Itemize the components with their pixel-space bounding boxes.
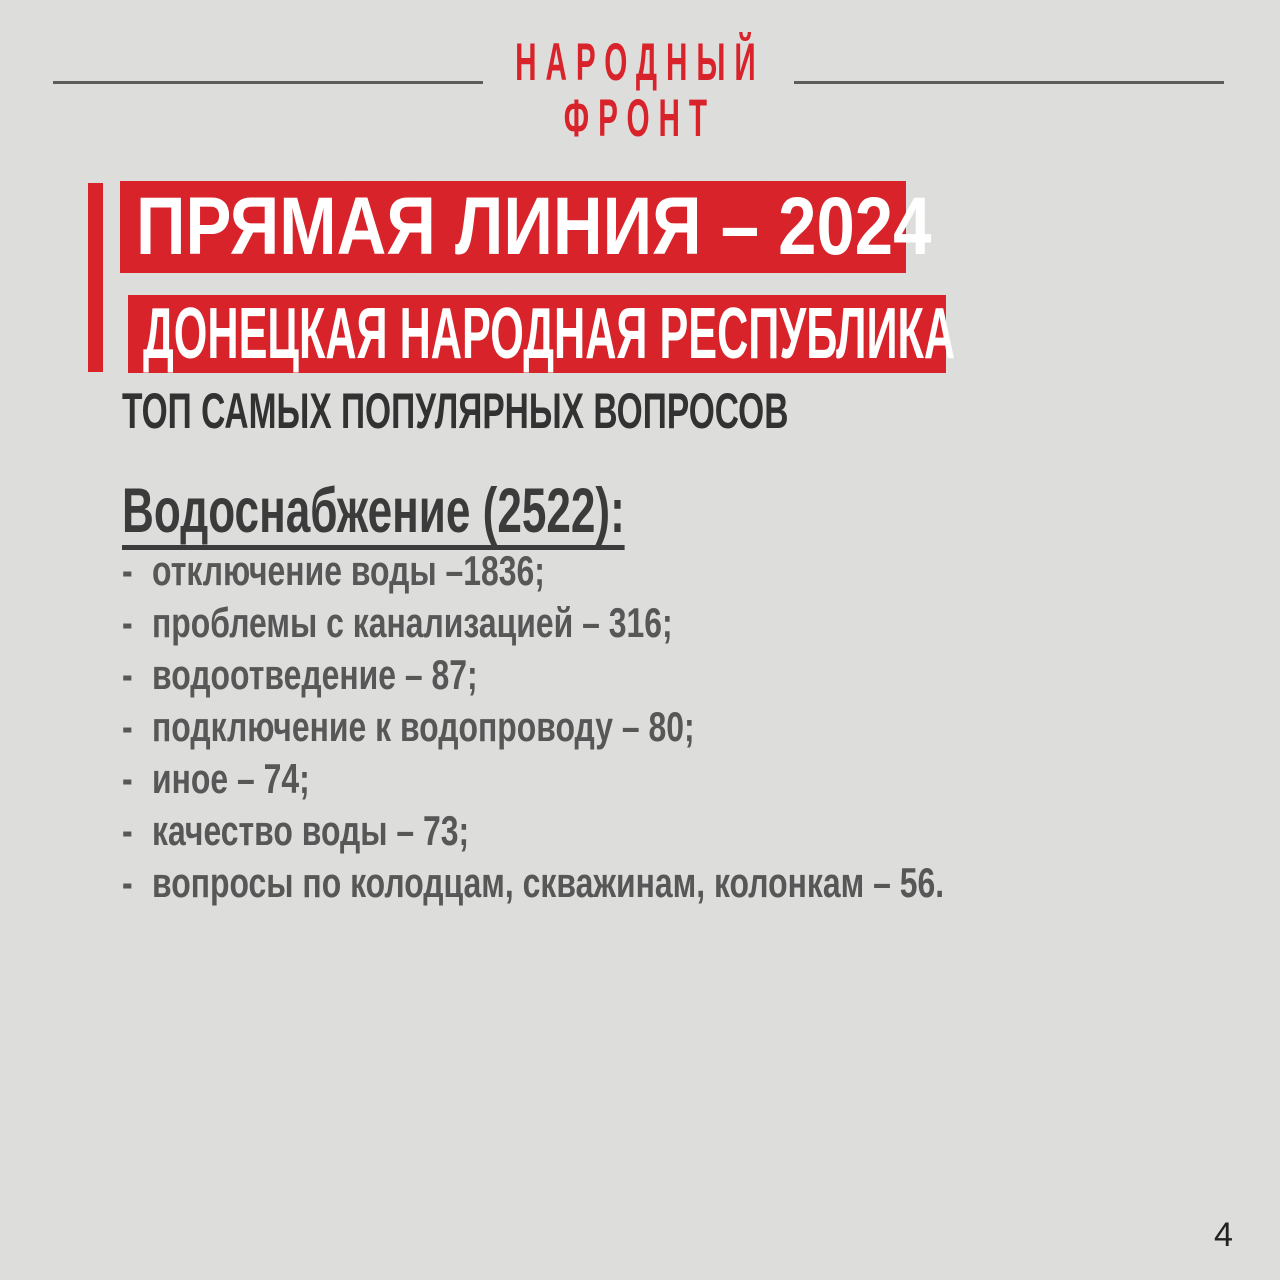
accent-bar — [88, 183, 103, 372]
list-item — [122, 649, 1194, 701]
list-item — [122, 805, 1194, 857]
list-item-text: водоотведение – 87; — [152, 651, 478, 698]
list-item-dash: - — [122, 807, 133, 854]
list-item-dash: - — [122, 755, 133, 802]
title-text: ПРЯМАЯ ЛИНИЯ – 2024 — [136, 181, 932, 272]
list-item-text: подключение к водопроводу – 80; — [152, 703, 695, 750]
list-item-text: отключение воды –1836; — [152, 547, 545, 594]
title-banner — [120, 181, 932, 273]
list-item-dash: - — [122, 599, 133, 646]
subtitle — [122, 383, 1117, 439]
list-item-text: иное – 74; — [152, 755, 310, 802]
list-item-dash: - — [122, 651, 133, 698]
list-item — [122, 753, 1194, 805]
list-item — [122, 857, 1194, 909]
list-item-dash: - — [122, 703, 133, 750]
section-heading-text: Водоснабжение (2522): — [122, 480, 625, 550]
subtitle-text: ТОП САМЫХ ПОПУЛЯРНЫХ ВОПРОСОВ — [122, 383, 789, 439]
list-item-dash: - — [122, 547, 133, 594]
list-item — [122, 545, 1194, 597]
list-item-text: вопросы по колодцам, скважинам, колонкам – 56. — [152, 859, 945, 906]
list-item-text: проблемы с канализацией – 316; — [152, 599, 673, 646]
list-item — [122, 701, 1194, 753]
brand-logo-line-2 — [0, 89, 1280, 148]
logo-text-narodny: НАРОДНЫЙ — [515, 33, 765, 92]
brand-logo-line-1 — [0, 33, 1280, 92]
list-item-text: качество воды – 73; — [152, 807, 470, 854]
region-text: ДОНЕЦКАЯ НАРОДНАЯ РЕСПУБЛИКА — [143, 294, 956, 374]
question-list — [122, 545, 1194, 909]
region-banner — [128, 294, 956, 374]
section-heading — [122, 476, 840, 550]
list-item — [122, 597, 1194, 649]
logo-text-front: ФРОНТ — [563, 89, 717, 148]
list-item-dash: - — [122, 859, 133, 906]
page-number: 4 — [1214, 1216, 1233, 1254]
